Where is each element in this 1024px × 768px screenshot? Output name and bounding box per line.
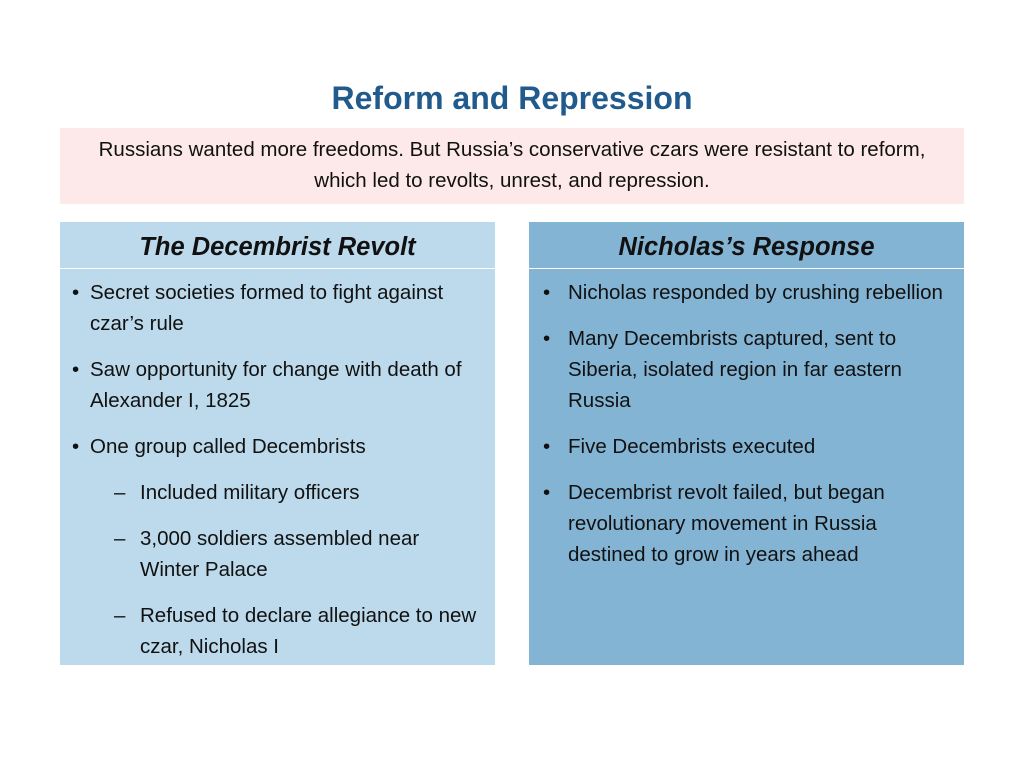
bullet-marker: •: [543, 327, 551, 350]
bullet-item: [541, 477, 946, 570]
intro-box: [60, 128, 964, 204]
sub-bullet-item: [72, 477, 477, 508]
dash-marker: –: [114, 604, 126, 627]
nicholas-response-list: [529, 269, 964, 570]
decembrist-revolt-heading: The Decembrist Revolt: [60, 222, 495, 269]
slide-title: Reform and Repression: [331, 80, 693, 116]
bullet-marker: •: [72, 358, 80, 381]
nicholas-response-heading: Nicholas’s Response: [529, 222, 964, 269]
intro-text: Russians wanted more freedoms. But Russia’s conservative czars were resistant to reform, which led to revolts, unrest, and repression.: [98, 138, 926, 192]
bullet-item: [72, 354, 477, 416]
bullet-text: Refused to declare allegiance to new czar, Nicholas I: [140, 604, 477, 658]
bullet-text: One group called Decembrists: [90, 435, 366, 458]
dash-marker: –: [114, 527, 126, 550]
bullet-item: [541, 431, 946, 462]
bullet-marker: •: [543, 481, 551, 504]
bullet-text: Many Decembrists captured, sent to Siberia, isolated region in far eastern Russia: [568, 327, 902, 412]
bullet-marker: •: [72, 281, 80, 304]
nicholas-response-panel: [529, 222, 964, 665]
bullet-text: 3,000 soldiers assembled near Winter Palace: [140, 527, 420, 581]
bullet-text: Included military officers: [140, 481, 360, 504]
bullet-item: [541, 323, 946, 416]
bullet-marker: •: [543, 281, 551, 304]
dash-marker: –: [114, 481, 126, 504]
sub-bullet-item: [72, 600, 477, 662]
bullet-text: Nicholas responded by crushing rebellion: [568, 281, 943, 304]
bullet-text: Five Decembrists executed: [568, 435, 816, 458]
bullet-marker: •: [72, 435, 80, 458]
sub-bullet-item: [72, 523, 477, 585]
decembrist-revolt-panel: [60, 222, 495, 665]
bullet-item: [541, 277, 946, 308]
bullet-marker: •: [543, 435, 551, 458]
bullet-item: [72, 431, 477, 462]
bullet-text: Secret societies formed to fight against czar’s rule: [90, 281, 444, 335]
bullet-item: [72, 277, 477, 339]
decembrist-revolt-list: [60, 269, 495, 662]
bullet-text: Decembrist revolt failed, but began revolutionary movement in Russia destined to grow in years ahead: [568, 481, 885, 566]
bullet-text: Saw opportunity for change with death of Alexander I, 1825: [90, 358, 462, 412]
